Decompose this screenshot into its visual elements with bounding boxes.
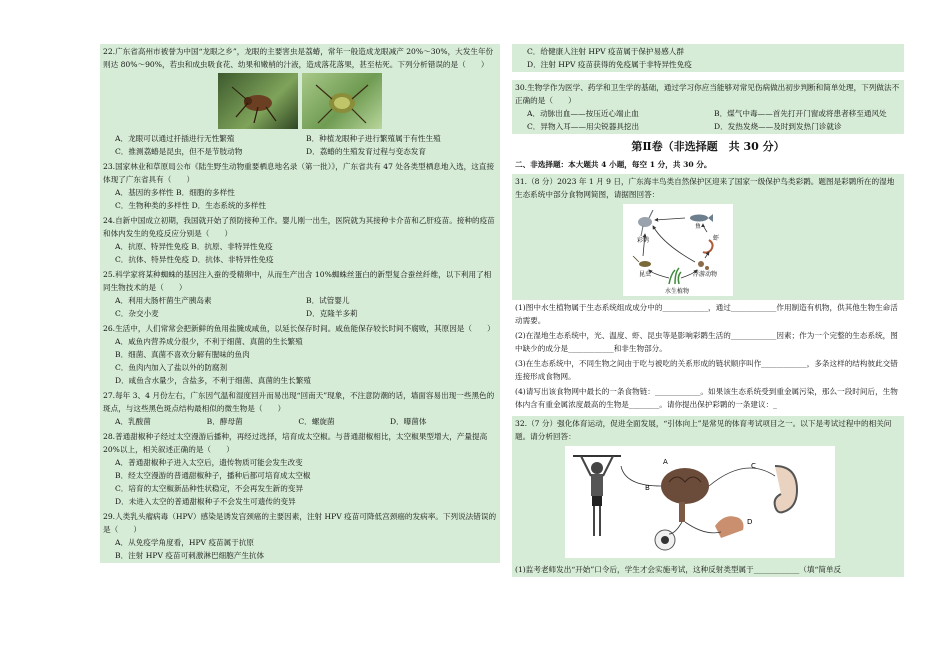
question-31-sub-2: (2)在湿地生态系统中，光、温度、虾、昆虫等是影响彩鹮生活的____________因素；作为一个完整的生态系统，图中缺少的成分是____________和非生物部分。 — [515, 331, 898, 353]
question-stem: 24.自新中国成立初期，我国就开始了预防接种工作。婴儿刚一出生，医院就为其接种卡介苗和乙肝疫苗。接种的疫苗和体内发生的免疫反应分别是（ ） — [103, 216, 495, 238]
option-line[interactable]: A．基因的多样性 B．细胞的多样性 — [115, 188, 235, 197]
question-stem: 25.科学家将某种蜘蛛的基因注入蚕的受精卵中，从而生产出含 10%蜘蛛丝蛋白的新型复合蚕丝纤维，以下利用了相同生物技术的是（ ） — [103, 270, 492, 292]
label-insect: 昆虫 — [639, 271, 652, 278]
option-c[interactable]: C．给健康人注射 HPV 疫苗属于保护易感人群 — [527, 47, 684, 56]
option-c[interactable]: C．异物入耳——用尖锐器具挖出 — [527, 122, 640, 131]
food-web-diagram — [623, 204, 733, 296]
question-25 — [100, 267, 500, 321]
label-shrimp: 虾 — [713, 235, 720, 242]
option-d[interactable]: D．咸鱼含水量少，含盐多，不利于细菌、真菌的生长繁殖 — [115, 376, 311, 385]
pull-up-person-icon — [573, 456, 621, 536]
left-column — [100, 44, 500, 563]
option-d[interactable]: D．注射 HPV 疫苗获得的免疫属于非特异性免疫 — [527, 60, 692, 69]
question-stem: 23.国家林业和草原局公布《陆生野生动物重要栖息地名录（第一批）》，广东省共有 47 处各类型栖息地入选，这直接体现了广东省具有（ ） — [103, 162, 495, 184]
options-row — [103, 145, 497, 158]
option-d[interactable]: D．未进入太空的普通甜椒种子不会发生可遗传的变异 — [115, 497, 296, 506]
pull-up-figure — [565, 446, 835, 558]
question-stem: 22.广东省高州市被誉为中国“龙眼之乡”，龙眼的主要害虫是荔蝽，常年一般造成龙眼减产 20%～30%，大发生年份则达 80%～90%，若虫和成虫吸食花、幼果和嫩梢的汁液，造成落花落果，甚至枯死。下列分析错误的是（ ） — [103, 47, 494, 69]
question-32 — [512, 416, 904, 562]
option-c[interactable]: C．培育的太空椒新品种性状稳定，不会再发生新的变异 — [115, 484, 304, 493]
fish-icon — [690, 214, 713, 222]
question-27 — [100, 388, 500, 429]
question-stem: 29.人类乳头瘤病毒（HPV）感染是诱发宫颈癌的主要因素，注射 HPV 疫苗可降低宫颈癌的发病率。下列说法错误的是（ ） — [103, 512, 497, 534]
option-a[interactable]: A．乳酸菌 — [115, 417, 151, 426]
ear-icon — [775, 466, 797, 512]
insect-icon — [633, 256, 651, 267]
option-b[interactable]: B．细菌、真菌不喜欢分解有腥味的鱼肉 — [115, 350, 250, 359]
option-c[interactable]: C．杂交小麦 — [115, 309, 159, 318]
options-row — [103, 132, 497, 145]
options-row — [515, 107, 901, 120]
options-row — [515, 120, 901, 133]
question-stem: 28.普通甜椒种子经过太空漫游后播种，再经过选择，培育成太空椒。与普通甜椒相比，太空椒果型增大，产量提高 20%以上，相关叙述正确的是（ ） — [103, 432, 488, 454]
insect-photo-1 — [218, 73, 298, 129]
label-c: C — [751, 462, 756, 470]
label-ibis: 彩鹮 — [637, 237, 650, 244]
question-stem: 31.（8 分）2023 年 1 月 9 日，广东海丰鸟类自然保护区迎来了国家一级保护鸟类彩鹮。题图是彩鹮所在的湿地生态系统中部分食物网简图，请据图回答： — [515, 177, 895, 199]
arm-muscle-icon — [715, 516, 744, 538]
section-title: 第Ⅱ卷（非选择题 共 30 分） — [631, 140, 785, 153]
options-row — [103, 294, 497, 307]
option-b[interactable]: B．种植龙眼种子进行繁殖属于有性生殖 — [306, 134, 441, 143]
option-d[interactable]: D．发热发烧——及时到发热门诊就诊 — [714, 122, 842, 131]
option-a[interactable]: A．从免疫学角度看，HPV 疫苗属于抗原 — [115, 538, 255, 547]
section-note: 二、非选择题：本大题共 4 小题，每空 1 分，共 30 分。 — [515, 160, 712, 169]
question-31-sub-4: (4)请写出该食物网中最长的一条食物链：____________。如果该生态系统受到重金属污染，那么一段时间后，生物体内含有重金属浓度最高的生物是________。请你提出保护彩鹮的一条建议：_ — [515, 387, 898, 409]
option-a[interactable]: A．动脉出血——按压近心端止血 — [527, 109, 639, 118]
question-stem: 32.（7 分）强化体育运动，促进全面发展，“引体向上”是常见的体育考试项目之一。以下是考试过程中的相关问题。请分析回答： — [515, 419, 892, 441]
option-a[interactable]: A．利用大肠杆菌生产胰岛素 — [115, 296, 212, 305]
nymph-bug-icon — [302, 73, 382, 129]
option-d[interactable]: D．克隆羊多莉 — [306, 309, 358, 318]
label-zooplankton: 浮游动物 — [693, 271, 718, 278]
option-b[interactable]: B．酵母菌 — [206, 417, 243, 426]
question-24 — [100, 213, 500, 267]
label-a: A — [663, 458, 668, 466]
right-column — [512, 44, 904, 577]
label-fish: 鱼 — [695, 223, 702, 230]
option-a[interactable]: A．咸鱼内营养成分很少，不利于细菌、真菌的生长繁殖 — [115, 337, 303, 346]
option-b[interactable]: B．煤气中毒——首先打开门窗或将患者移至通风处 — [714, 109, 887, 118]
option-d[interactable]: D．荔蝽的生殖发育过程与变态发育 — [306, 147, 426, 156]
question-28 — [100, 429, 500, 509]
reflex-diagram — [565, 446, 835, 558]
option-c[interactable]: C．推测荔蝽是昆虫，但不是节肢动物 — [115, 147, 243, 156]
question-29-continued — [512, 44, 904, 72]
option-c[interactable]: C．螺旋菌 — [298, 417, 335, 426]
options-row — [103, 415, 497, 428]
question-stem: 27.每年 3、4 月份左右，广东因气温和湿度回升而易出现“回南天”现象，不注意防潮的话，墙面容易出现一些黑色的斑点，与这些黑色斑点结构最相似的微生物是（ ） — [103, 391, 495, 413]
question-stem: 30.生物学作为医学、药学和卫生学的基础，通过学习你应当能够对常见伤病做出初步判断和简单处理，下列做法不正确的是（ ） — [515, 83, 900, 105]
option-b[interactable]: B．注射 HPV 疫苗可刺激淋巴细胞产生抗体 — [115, 551, 265, 560]
options-row — [103, 307, 497, 320]
aquatic-plant-icon — [669, 268, 681, 284]
food-web-figure — [623, 204, 733, 296]
question-22 — [100, 44, 500, 159]
option-a[interactable]: A．普通甜椒种子进入太空后，遗传物质可能会发生改变 — [115, 458, 303, 467]
question-31-sub-3: (3)在生态系统中，不同生物之间由于吃与被吃的关系形成的链状顺序叫作____________，多条这样的结构彼此交错连接形成食物网。 — [515, 359, 898, 381]
zooplankton-icon — [698, 261, 709, 270]
question-31-sub-1: (1)图中水生植物属于生态系统组成成分中的____________，通过____________作用制造有机物，供其他生物生命活动需要。 — [515, 303, 898, 325]
heron-icon — [638, 210, 653, 236]
label-d: D — [747, 518, 753, 526]
option-line[interactable]: C．抗体、特异性免疫 D．抗体、非特异性免疫 — [115, 255, 274, 264]
option-b[interactable]: B．试管婴儿 — [306, 296, 350, 305]
shrimp-icon — [703, 240, 713, 253]
question-23 — [100, 159, 500, 213]
label-b: B — [645, 484, 650, 492]
insect-photo-2 — [302, 73, 382, 129]
option-b[interactable]: B．经太空漫游的普通甜椒种子，播种后都可培育成太空椒 — [115, 471, 311, 480]
question-30 — [512, 80, 904, 134]
question-32-sub-1: (1)监考老师发出“开始”口令后，学生才会实施考试，这种反射类型属于____________（填“简单反 — [512, 562, 904, 577]
question-29 — [100, 509, 500, 563]
label-aquatic-plants: 水生植物 — [665, 288, 690, 295]
option-line[interactable]: A．抗原、特异性免疫 B．抗原、非特异性免疫 — [115, 242, 273, 251]
question-stem: 26.生活中，人们常常会把新鲜的鱼用盐腌成咸鱼，以延长保存时间。咸鱼能保存较长时间不腐败，其原因是（ ） — [103, 324, 495, 333]
option-d[interactable]: D．曝菌体 — [390, 417, 427, 426]
question-31 — [512, 174, 904, 300]
question-22-photos — [103, 73, 497, 129]
option-a[interactable]: A．龙眼可以通过扦插进行无性繁殖 — [115, 134, 235, 143]
question-26 — [100, 321, 500, 388]
option-line[interactable]: C．生物种类的多样性 D．生态系统的多样性 — [115, 201, 266, 210]
bug-on-leaf-icon — [218, 73, 298, 129]
option-c[interactable]: C．鱼肉内加入了盐以外的防腐剂 — [115, 363, 228, 372]
brain-icon — [661, 468, 709, 522]
